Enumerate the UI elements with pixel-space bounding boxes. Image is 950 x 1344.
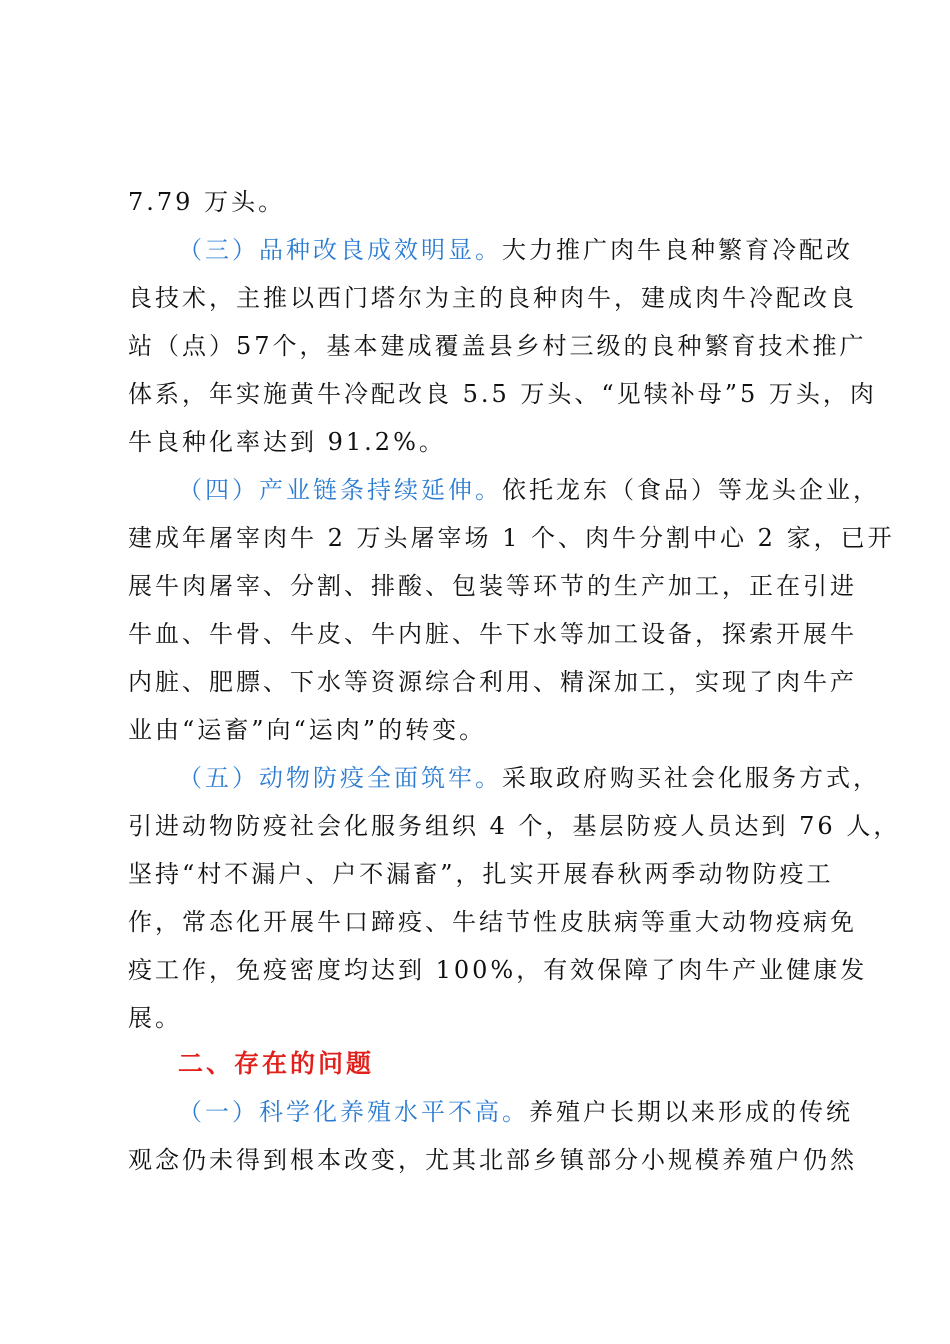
paragraph-line [178, 466, 880, 514]
body-text: 坚持“村不漏户、户不漏畜”，扎实开展春秋两季动物防疫工 [128, 860, 834, 888]
body-text: 作，常态化开展牛口蹄疫、牛结节性皮肤病等重大动物疫病免 [128, 908, 857, 936]
body-text: 展牛肉屠宰、分割、排酸、包装等环节的生产加工，正在引进 [128, 572, 857, 600]
paragraph-line [178, 754, 880, 802]
body-line [128, 994, 838, 1042]
body-line [128, 850, 838, 898]
paragraph-line [178, 226, 853, 274]
body-text: 体系，年实施黄牛冷配改良 5.5 万头、“见犊补母”5 万头，肉 [128, 380, 877, 408]
body-text: 站（点）57个，基本建成覆盖县乡村三级的良种繁育技术推广 [128, 332, 867, 360]
body-text: 7.79 万头。 [128, 188, 286, 216]
body-text: 引进动物防疫社会化服务组织 4 个，基层防疫人员达到 76 人， [128, 812, 901, 840]
body-text: 建成年屠宰肉牛 2 万头屠宰场 1 个、肉牛分割中心 2 家，已开 [128, 524, 895, 552]
body-line [128, 610, 857, 658]
body-text: 疫工作，免疫密度均达到 100%，有效保障了肉牛产业健康发 [128, 956, 868, 984]
body-line [128, 1136, 857, 1184]
body-line [128, 178, 838, 226]
body-text: 展。 [128, 1004, 182, 1032]
subsection-heading: （四）产业链条持续延伸。 [178, 476, 502, 504]
body-text: 业由“运畜”向“运肉”的转变。 [128, 716, 487, 744]
body-line [128, 514, 895, 562]
body-text: 依托龙东（食品）等龙头企业， [502, 476, 880, 504]
body-line [128, 322, 867, 370]
body-text: 牛良种化率达到 91.2%。 [128, 428, 446, 456]
body-text: 内脏、肥膘、下水等资源综合利用、精深加工，实现了肉牛产 [128, 668, 857, 696]
body-line [128, 562, 857, 610]
body-line [128, 370, 877, 418]
subsection-heading: （五）动物防疫全面筑牢。 [178, 764, 502, 792]
body-line [128, 898, 857, 946]
body-text: 采取政府购买社会化服务方式， [502, 764, 880, 792]
body-text: 观念仍未得到根本改变，尤其北部乡镇部分小规模养殖户仍然 [128, 1146, 857, 1174]
section-heading-text: 二、存在的问题 [178, 1049, 375, 1078]
subsection-heading: （一）科学化养殖水平不高。 [178, 1098, 529, 1126]
subsection-heading: （三）品种改良成效明显。 [178, 236, 502, 264]
body-line [128, 802, 901, 850]
body-line [128, 274, 857, 322]
body-line [128, 706, 838, 754]
body-text: 牛血、牛骨、牛皮、牛内脏、牛下水等加工设备，探索开展牛 [128, 620, 857, 648]
body-text: 大力推广肉牛良种繁育冷配改 [502, 236, 853, 264]
paragraph-line [178, 1088, 853, 1136]
section-heading [178, 1040, 838, 1088]
body-text: 良技术，主推以西门塔尔为主的良种肉牛，建成肉牛冷配改良 [128, 284, 857, 312]
body-line [128, 946, 868, 994]
body-line [128, 418, 838, 466]
body-line [128, 658, 857, 706]
body-text: 养殖户长期以来形成的传统 [529, 1098, 853, 1126]
